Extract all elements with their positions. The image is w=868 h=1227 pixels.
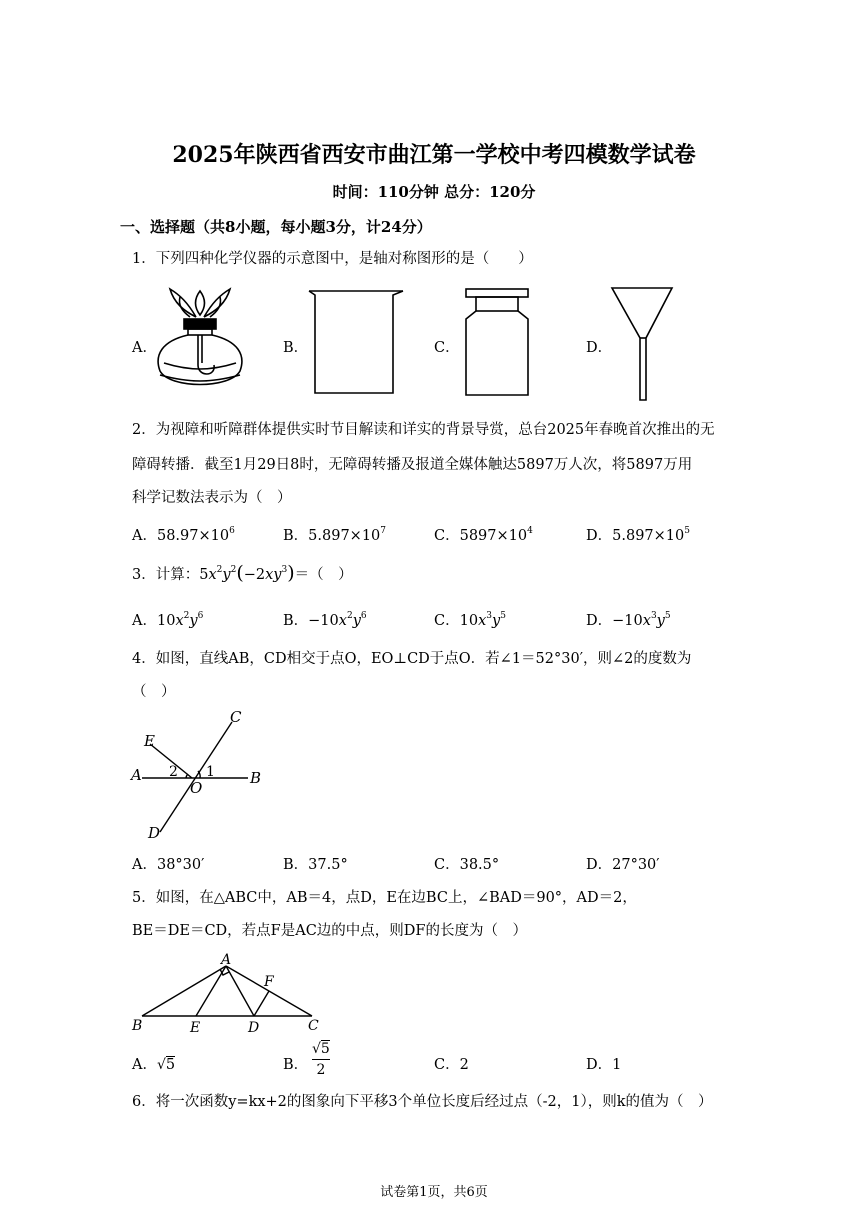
q2-option-a: A．$58.97\times 10^6$ xyxy=(132,526,235,544)
q3-option-c: C．$10x^3y^5$ xyxy=(434,611,506,629)
label-D: D xyxy=(148,824,161,842)
question-3-stem: 3．计算：$5x^2y^2(-2xy^3)=$（ ） xyxy=(132,562,353,584)
label-O: O xyxy=(190,779,203,797)
q5-option-b-label: B． xyxy=(283,1057,309,1073)
label-D: D xyxy=(248,1020,260,1036)
q5-option-d: D．1 xyxy=(586,1057,622,1073)
question-4-line-1: 4．如图，直线AB，CD相交于点O，EO⊥CD于点O．若∠1＝52°30′，则∠2的度数为 xyxy=(132,651,692,667)
label-angle-2: 2 xyxy=(169,764,178,780)
label-B: B xyxy=(250,769,262,787)
q2-option-d: D．$5.897\times 10^5$ xyxy=(586,526,690,544)
q3-option-d: D．$-10x^3y^5$ xyxy=(586,611,671,629)
q4-option-c: C．38.5° xyxy=(434,857,500,873)
reagent-bottle-icon xyxy=(458,287,536,399)
q3-option-b: B．$-10x^2y^6$ xyxy=(283,611,367,629)
label-F: F xyxy=(264,974,274,990)
question-1-stem: 1．下列四种化学仪器的示意图中，是轴对称图形的是（ ） xyxy=(132,251,533,267)
label-C: C xyxy=(230,708,242,726)
exam-subtitle: 时间：110分钟 总分：120分 xyxy=(332,183,536,201)
question-4-line-2: （ ） xyxy=(132,684,176,700)
question-6-line-1: 6．将一次函数y=kx+2的图象向下平移3个单位长度后经过点（-2，1），则k的值为（ ） xyxy=(132,1094,713,1110)
question-5-line-1: 5．如图，在△ABC中，AB＝4，点D，E在边BC上，∠BAD＝90°，AD＝2， xyxy=(132,890,637,906)
q1-option-b-label: B． xyxy=(283,340,309,356)
q5-figure xyxy=(128,948,328,1038)
exam-title: 2025年陕西省西安市曲江第一学校中考四模数学试卷 xyxy=(172,142,696,168)
q1-option-c-label: C． xyxy=(434,340,460,356)
q3-expression: $5x^2y^2(-2xy^3)$ xyxy=(199,562,295,584)
label-angle-1: 1 xyxy=(206,764,215,780)
label-B: B xyxy=(132,1018,143,1034)
q4-option-a: A．38°30′ xyxy=(132,857,205,873)
q1-option-d-label: D． xyxy=(586,340,613,356)
label-A: A xyxy=(221,952,232,968)
alcohol-lamp-icon xyxy=(150,285,250,397)
q3-option-a: A．$10x^2y^6$ xyxy=(132,611,204,629)
q4-option-b: B．37.5° xyxy=(283,857,348,873)
question-2-line-1: 2．为视障和听障群体提供实时节目解读和详实的背景导赏，总台2025年春晚首次推出的无 xyxy=(132,422,715,438)
q5-option-c: C．2 xyxy=(434,1057,469,1073)
section-heading: 一、选择题（共8小题，每小题3分，计24分） xyxy=(120,218,432,236)
question-2-line-3: 科学记数法表示为（ ） xyxy=(132,490,292,506)
q5-option-a: A．√5 xyxy=(132,1057,176,1073)
q4-option-d: D．27°30′ xyxy=(586,857,660,873)
label-C: C xyxy=(308,1018,319,1034)
q1-option-a-label: A． xyxy=(132,340,157,356)
beaker-icon xyxy=(307,289,407,397)
q4-figure xyxy=(128,708,268,843)
page-footer: 试卷第1页，共6页 xyxy=(380,1185,488,1200)
funnel-icon xyxy=(610,286,676,404)
question-5-line-2: BE＝DE＝CD，若点F是AC边的中点，则DF的长度为（ ） xyxy=(132,923,527,939)
label-E: E xyxy=(144,732,155,750)
q5-option-b-fraction: √5 2 xyxy=(312,1041,330,1078)
question-2-line-2: 障碍转播．截至1月29日8时，无障碍转播及报道全媒体触达5897万人次，将5897万用 xyxy=(132,457,693,473)
label-A: A xyxy=(131,766,142,784)
label-E: E xyxy=(190,1020,201,1036)
q2-option-c: C．$5897\times 10^4$ xyxy=(434,526,533,544)
q2-option-b: B．$5.897\times 10^7$ xyxy=(283,526,387,544)
